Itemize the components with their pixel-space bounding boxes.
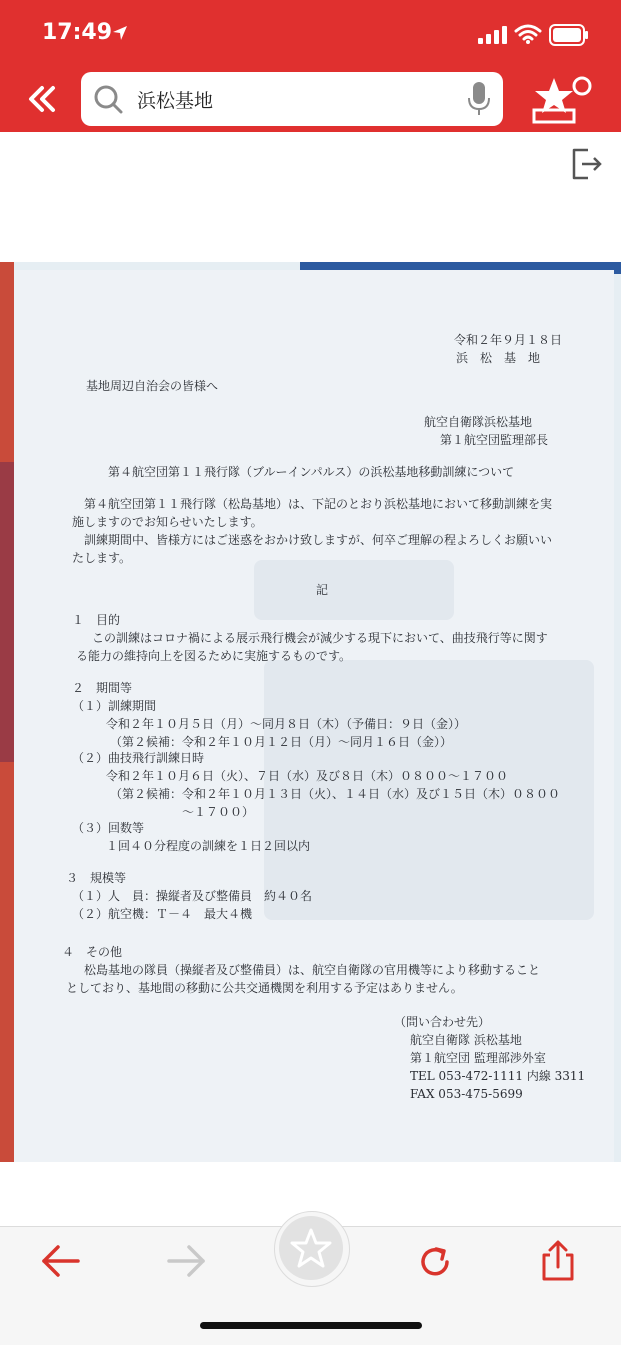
doc-section-heading: ３ 規模等 (66, 871, 127, 885)
doc-section-heading: ４ その他 (62, 945, 123, 959)
doc-intro: 第４航空団第１１飛行隊（松島基地）は、下記のとおり浜松基地において移動訓練を実 (84, 497, 553, 511)
doc-intro: 訓練期間中、皆様方にはご迷惑をおかけ致しますが、何卒ご理解の程よろしくお願いい (84, 533, 553, 547)
doc-contact-fax: FAX 053-475-5699 (410, 1087, 523, 1101)
doc-section-text: （第２候補：令和２年１０月１３日（火）、１４日（水）及び１５日（木）０８００ (110, 787, 561, 801)
doc-contact-heading: （問い合わせ先） (394, 1015, 491, 1029)
doc-contact-tel: TEL 053-472-1111 内線 3311 (410, 1069, 586, 1083)
arrow-right-icon[interactable] (165, 1243, 207, 1279)
doc-section-text: （１）人 員：操縦者及び整備員 約４０名 (72, 889, 313, 903)
doc-subheading: （２）曲技飛行訓練日時 (72, 751, 205, 765)
arrow-left-icon[interactable] (40, 1243, 82, 1279)
doc-addressee: 基地周辺自治会の皆様へ (86, 379, 219, 393)
doc-section-text: １回４０分程度の訓練を１日２回以内 (106, 839, 311, 853)
wifi-icon (514, 24, 542, 44)
back-button[interactable] (22, 80, 62, 120)
doc-section-text: （第２候補：令和２年１０月１２日（月）～同月１６日（金）） (110, 735, 453, 749)
browser-header (0, 0, 621, 132)
doc-sender-2: 第１航空団監理部長 (440, 433, 549, 447)
doc-section-text: ～１７００） (182, 805, 255, 819)
doc-section-heading: ２ 期間等 (72, 681, 133, 695)
doc-section-text: 令和２年１０月５日（月）～同月８日（木）（予備日：９日（金）） (106, 717, 467, 731)
doc-contact: 第１航空団 監理部渉外室 (410, 1051, 546, 1065)
doc-section-text: としており、基地間の移動に公共交通機関を利用する予定はありません。 (66, 981, 463, 995)
doc-sender-1: 航空自衛隊浜松基地 (424, 415, 533, 429)
doc-title: 第４航空団第１１飛行隊（ブルーインパルス）の浜松基地移動訓練について (108, 465, 515, 479)
doc-section-text: この訓練はコロナ禍による展示飛行機会が減少する現下において、曲技飛行等に関す (92, 631, 548, 645)
signal-icon (478, 26, 508, 44)
doc-section-heading: １ 目的 (72, 613, 121, 627)
doc-section-text: 令和２年１０月６日（火）、７日（水）及び８日（木）０８００～１７００ (106, 769, 509, 783)
doc-section-text: （２）航空機：Ｔ－４ 最大４機 (72, 907, 253, 921)
search-bar[interactable] (81, 72, 503, 126)
search-icon (93, 84, 123, 114)
show-through-shape (254, 560, 454, 620)
doc-ki: 記 (316, 583, 329, 597)
home-indicator (200, 1322, 422, 1329)
doc-date: 令和２年９月１８日 (454, 333, 563, 347)
search-query[interactable]: 浜松基地 (137, 90, 214, 112)
location-arrow-icon (112, 25, 128, 41)
exit-icon[interactable] (570, 148, 604, 180)
doc-section-text: 松島基地の隊員（操縦者及び整備員）は、航空自衛隊の官用機等により移動すること (84, 963, 541, 977)
status-time: 17:49 (42, 20, 113, 45)
doc-intro: たします。 (72, 551, 132, 565)
document-photo (0, 262, 621, 1162)
photo-edge (0, 462, 14, 762)
notice-paper (14, 270, 614, 1162)
doc-intro: 施しますのでお知らせいたします。 (72, 515, 263, 529)
doc-subheading: （１）訓練期間 (72, 699, 157, 713)
favorites-icon[interactable] (532, 74, 594, 126)
reload-icon[interactable] (416, 1243, 454, 1281)
doc-issuer: 浜 松 基 地 (456, 351, 541, 365)
bookmark-button-inner[interactable] (279, 1216, 343, 1280)
doc-section-text: る能力の維持向上を図るために実施するものです。 (76, 649, 352, 663)
battery-icon (549, 24, 589, 46)
doc-contact: 航空自衛隊 浜松基地 (410, 1033, 522, 1047)
share-icon[interactable] (540, 1239, 576, 1283)
star-icon (279, 1216, 343, 1280)
microphone-icon[interactable] (467, 82, 491, 116)
doc-subheading: （３）回数等 (72, 821, 145, 835)
